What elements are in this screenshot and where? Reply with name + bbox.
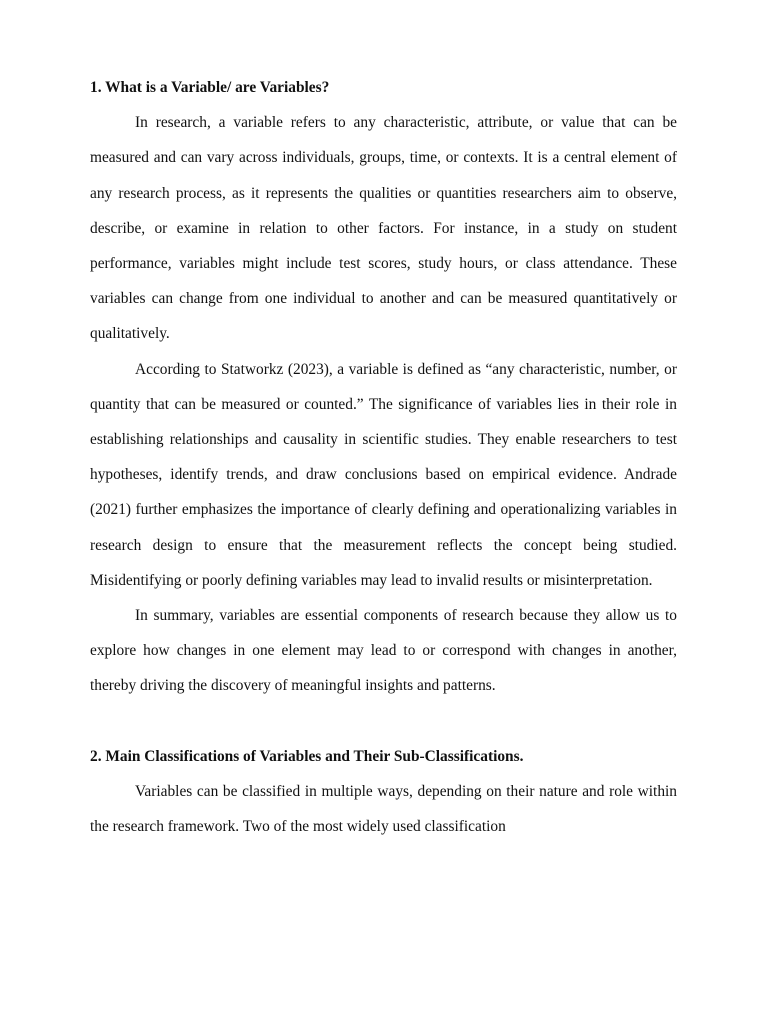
section-1-paragraph-1: In research, a variable refers to any characteristic, attribute, or value that can be measured and can vary across individuals, groups, time, or contexts. It is a central element of any research process, as it represents the qualities or quantities researchers aim to observe, describe, or examine in relation to other factors. For instance, in a study on student performance, variables might include test scores, study hours, or class attendance. These variables can change from one individual to another and can be measured quantitatively or qualitatively. (90, 114, 677, 343)
section-1-paragraph-2: According to Statworkz (2023), a variable is defined as “any characteristic, number, or quantity that can be measured or counted.” The significance of variables lies in their role in establishing relationships and causality in scientific studies. They enable researchers to test hypotheses, identify trends, and draw conclusions based on empirical evidence. Andrade (2021) further emphasizes the importance of clearly defining and operationalizing variables in research design to ensure that the measurement reflects the concept being studied. Misidentifying or poorly defining variables may lead to invalid results or misinterpretation. (90, 360, 677, 589)
section-1-paragraph-3: In summary, variables are essential components of research because they allow us to explore how changes in one element may lead to or correspond with changes in another, thereby driving the discovery of meaningful insights and patterns. (90, 607, 677, 695)
section-2-paragraph-1: Variables can be classified in multiple ways, depending on their nature and role within the research framework. Two of the most widely used classification (90, 783, 677, 836)
section-1-heading: 1. What is a Variable/ are Variables? (90, 79, 330, 96)
section-2-heading: 2. Main Classifications of Variables and Their Sub-Classifications. (90, 747, 524, 765)
document-body (90, 70, 677, 844)
